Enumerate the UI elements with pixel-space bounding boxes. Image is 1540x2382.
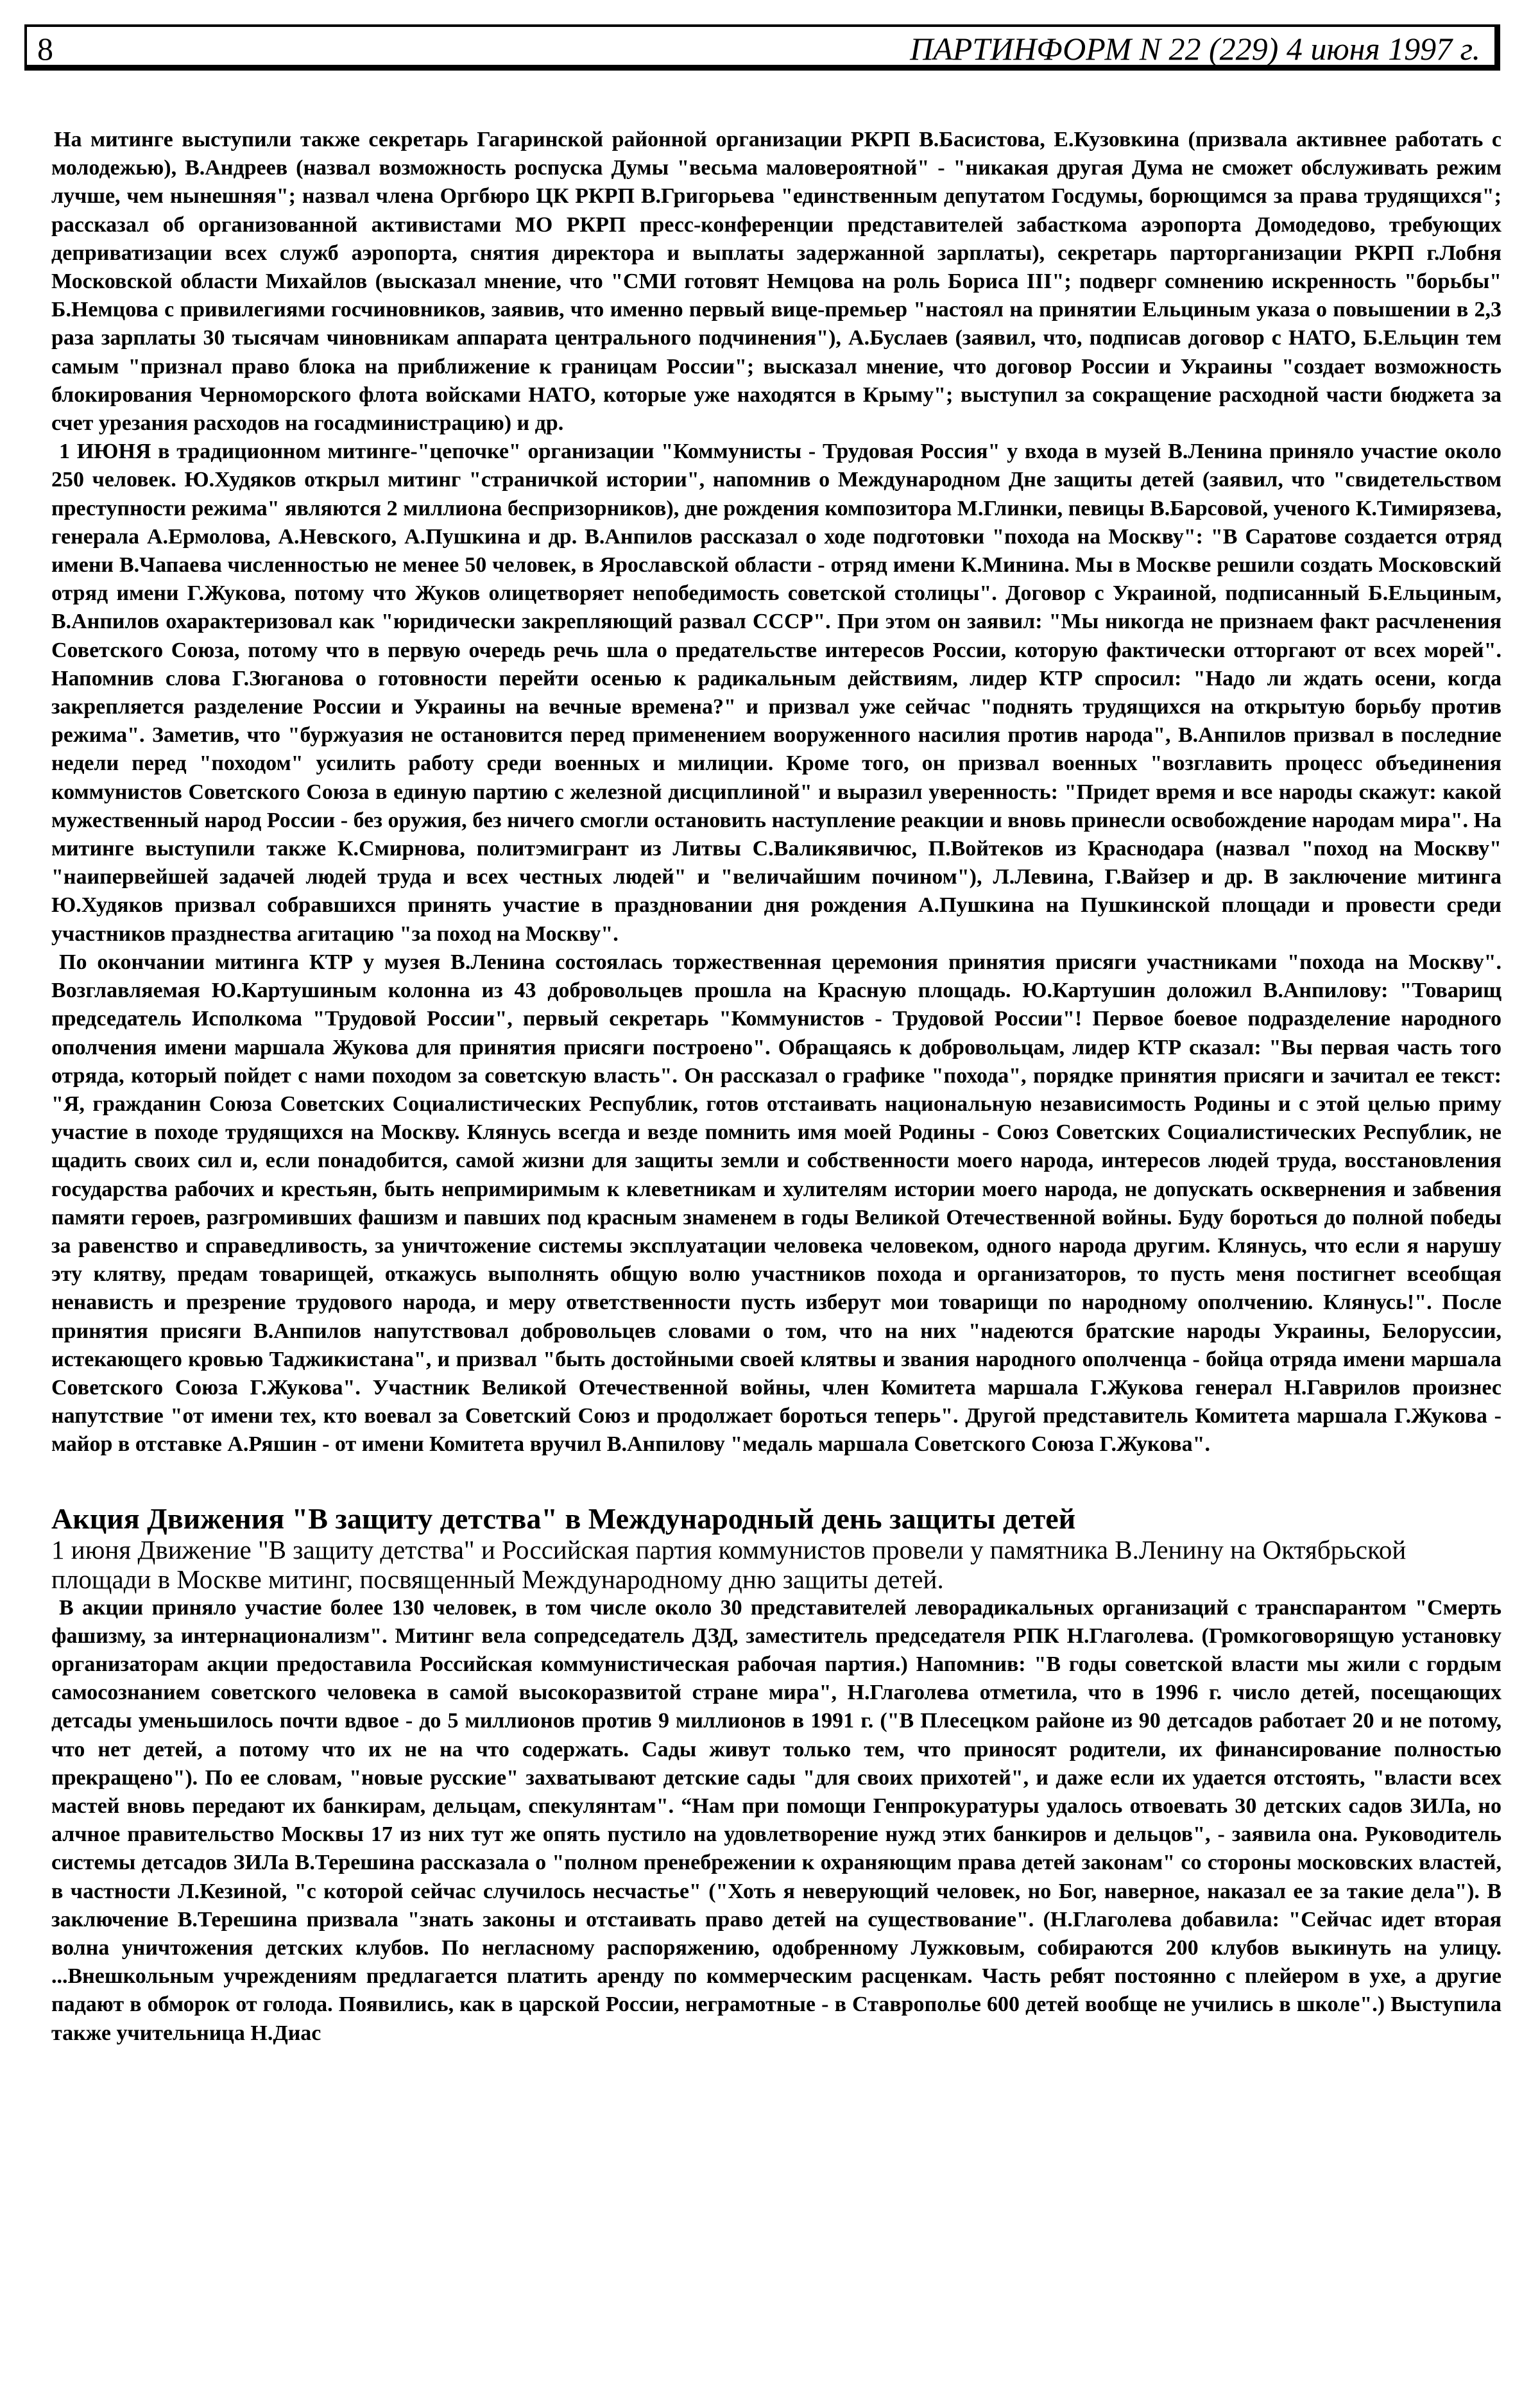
issue-title: ПАРТИНФОРМ N 22 (229) 4 июня 1997 г. <box>910 31 1480 67</box>
page-content <box>51 126 1502 2048</box>
article2-title: Акция Движения "В защиту детства" в Международный день защиты детей <box>51 1502 1076 1535</box>
article1-paragraph-3: По окончании митинга КТР у музея В.Ленина состоялась торжественная церемония принятия присяги участниками "похода на Москву". Возглавляемая Ю.Картушиным колонна из 43 добровольцев прошла на Красную площадь. Ю.Картушин доложил В.Анпилову: "Товарищ председатель Исполкома "Трудовой России", первый секретарь "Коммунистов - Трудовой России"! Первое боевое подразделение народного ополчения имени маршала Жукова для принятия присяги построено". Обращаясь к добровольцам, лидер КТР сказал: "Вы первая часть того отряда, который пойдет с нами походом за советскую власть". Он рассказал о графике "похода", порядке принятия присяги и зачитал ее текст: "Я, гражданин Союза Советских Социалистических Республик, готов отстаивать национальную независимость Родины и с этой целью приму участие в походе трудящихся на Москву. Клянусь всегда и везде помнить имя моей Родины - Союз Советских Социалистических Республик, не щадить своих сил и, если понадобится, самой жизни для защиты земли и собственности моего народа, интересов людей труда, восстановления государства рабочих и крестьян, быть непримиримым к клеветникам и хулителям истории моего народа, не допускать осквернения и забвения памяти героев, разгромивших фашизм и павших под красным знаменем в годы Великой Отечественной войны. Буду бороться до полной победы за равенство и справедливость, за уничтожение системы эксплуатации человека человеком, одного народа другим. Клянусь, что если я нарушу эту клятву, предам товарищей, откажусь выполнять общую волю участников похода и организаторов, то пусть меня постигнет всеобщая ненависть и презрение трудового народа, и меру ответственности пусть изберут мои товарищи по народному ополчению. Клянусь!". После принятия присяги В.Анпилов напутствовал добровольцев словами о том, что на них "надеются братские народы Украины, Белоруссии, истекающего кровью Таджикистана", и призвал "быть достойными своей клятвы и звания народного ополченца - бойца отряда имени маршала Советского Союза Г.Жукова". Участник Великой Отечественной войны, член Комитета маршала Г.Жукова генерал Н.Гаврилов произнес напутствие "от имени тех, кто воевал за Советский Союз и продолжает бороться теперь". Другой представитель Комитета маршала Г.Жукова - майор в отставке А.Ряшин - от имени Комитета вручил В.Анпилову "медаль маршала Советского Союза Г.Жукова". <box>51 950 1502 1457</box>
page-number: 8 <box>37 31 53 67</box>
article1-paragraph-1: На митинге выступили также секретарь Гагаринской районной организации РКРП В.Басистова, Е.Кузовкина (призвала активнее работать с молодежью), В.Андреев (назвал возможность роспуска Думы "весьма маловероятной" - "никакая другая Дума не сможет обслуживать режим лучше, чем нынешняя"; назвал члена Оргбюро ЦК РКРП В.Григорьева "единственным депутатом Госдумы, борющимся за права трудящихся"; рассказал об организованной активистами МО РКРП пресс-конференции представителей забасткома аэропорта Домодедово, требующих деприватизации всех служб аэропорта, снятия директора и выплаты задержанной зарплаты), секретарь парторганизации РКРП г.Лобня Московской области Михайлов (высказал мнение, что "СМИ готовят Немцова на роль Бориса III"; подверг сомнению искренность "борьбы" Б.Немцова с привилегиями госчиновников, заявив, что именно первый вице-премьер "настоял на принятии Ельциным указа о повышении в 2,3 раза зарплаты 30 тысячам чиновникам аппарата центрального подчинения"), А.Буслаев (заявил, что, подписав договор с НАТО, Б.Ельцин тем самым "признал право блока на приближение к границам России"; высказал мнение, что договор России и Украины "создает возможность блокирования Черноморского флота войсками НАТО, которые уже находятся в Крыму"; выступил за сокращение расходной части бюджета за счет урезания расходов на госадминистрацию) и др. <box>51 128 1502 436</box>
article1-paragraph-2: 1 ИЮНЯ в традиционном митинге-"цепочке" организации "Коммунисты - Трудовая Россия" у входа в музей В.Ленина приняло участие около 250 человек. Ю.Худяков открыл митинг "страничкой истории", напомнив о Международном Дне защиты детей (заявил, что "свидетельством преступности режима" являются 2 миллиона беспризорников), дне рождения композитора М.Глинки, певицы В.Барсовой, ученого К.Тимирязева, генерала А.Ермолова, А.Невского, А.Пушкина и др. В.Анпилов рассказал о ходе подготовки "похода на Москву": "В Саратове создается отряд имени В.Чапаева численностью не менее 50 человек, в Ярославской области - отряд имени К.Минина. Мы в Москве решили создать Московский отряд имени Г.Жукова, потому что Жуков олицетворяет непобедимость советской столицы". Договор с Украиной, подписанный Б.Ельциным, В.Анпилов охарактеризовал как "юридически закрепляющий развал СССР". При этом он заявил: "Мы никогда не признаем факт расчленения Советского Союза, потому что в первую очередь речь шла о предательстве интересов России, которую фактически отторгают от всех морей". Напомнив слова Г.Зюганова о готовности перейти осенью к радикальным действиям, лидер КТР спросил: "Надо ли ждать осени, когда закрепляется разделение России и Украины на вечные времена?" и призвал уже сейчас "поднять трудящихся на открытую борьбу против режима". Заметив, что "буржуазия не остановится перед применением вооруженного насилия против народа", В.Анпилов призвал в последние недели перед "походом" усилить работу среди военных и милиции. Кроме того, он призвал военных "возглавить процесс объединения коммунистов Советского Союза в единую партию с железной дисциплиной" и выразил уверенность: "Придет время и все народы скажут: какой мужественный народ России - без оружия, без ничего смогли остановить наступление реакции и вновь принесли освобождение народам мира". На митинге выступили также К.Смирнова, политэмигрант из Литвы С.Валикявичюс, П.Войтеков из Краснодара (назвал "поход на Москву" "наипервейшей задачей людей труда и всех честных людей" и "величайшим почином"), Л.Левина, Г.Вайзер и др. В заключение митинга Ю.Худяков призвал собравшихся принять участие в праздновании дня рождения А.Пушкина на Пушкинской площади и провести среди участников празднества агитацию "за поход на Москву". <box>51 440 1502 946</box>
article2-body: В акции приняло участие более 130 человек, в том числе около 30 представителей леворадикальных организаций с транспарантом "Смерть фашизму, за интернационализм". Митинг вела сопредседатель ДЗД, заместитель председателя РПК Н.Глаголева. (Громкоговорящую установку организаторам акции предоставила Российская коммунистическая рабочая партия.) Напомнив: "В годы советской власти мы жили с гордым самосознанием советского человека в самой высокоразвитой стране мира", Н.Глаголева отметила, что в 1996 г. число детей, посещающих детсады уменьшилось почти вдвое - до 5 миллионов против 9 миллионов в 1991 г. ("В Плесецком районе из 90 детсадов работает 20 и не потому, что нет детей, а потому что их не на что содержать. Сады живут только тем, что приносят родители, их финансирование полностью прекращено"). По ее словам, "новые русские" захватывают детские сады "для своих прихотей", и даже если их удается отстоять, "власти всех мастей вновь передают их банкирам, дельцам, спекулянтам". “Нам при помощи Генпрокуратуры удалось отвоевать 30 детских садов ЗИЛа, но алчное правительство Москвы 17 из них тут же опять пустило на удовлетворение нужд этих банкиров и дельцов", - заявила она. Руководитель системы детсадов ЗИЛа В.Терешина рассказала о "полном пренебрежении к охраняющим права детей законам" со стороны московских властей, в частности Л.Кезиной, "с которой сейчас случилось несчастье" ("Хоть я неверующий человек, но Бог, наверное, наказал ее за такие дела"). В заключение В.Терешина призвала "знать законы и отстаивать право детей на существование". (Н.Глаголева добавила: "Сейчас идет вторая волна уничтожения детских клубов. По негласному распоряжению, одобренному Лужковым, собираются 200 клубов выкинуть на улицу. ...Внешкольным учреждениям предлагается платить аренду по коммерческим расценкам. Часть ребят постоянно с плейером в ухе, а другие падают в обморок от голода. Появились, как в царской России, неграмотные - в Ставрополье 600 детей вообще не учились в школе".) Выступила также учительница Н.Диас <box>51 1595 1502 2045</box>
article2-lead: 1 июня Движение "В защиту детства" и Российская партия коммунистов провели у памятника В.Ленину на Октябрьской площади в Москве митинг, посвященный Международному дню защиты детей. <box>51 1534 1407 1594</box>
page-header <box>24 24 1500 71</box>
